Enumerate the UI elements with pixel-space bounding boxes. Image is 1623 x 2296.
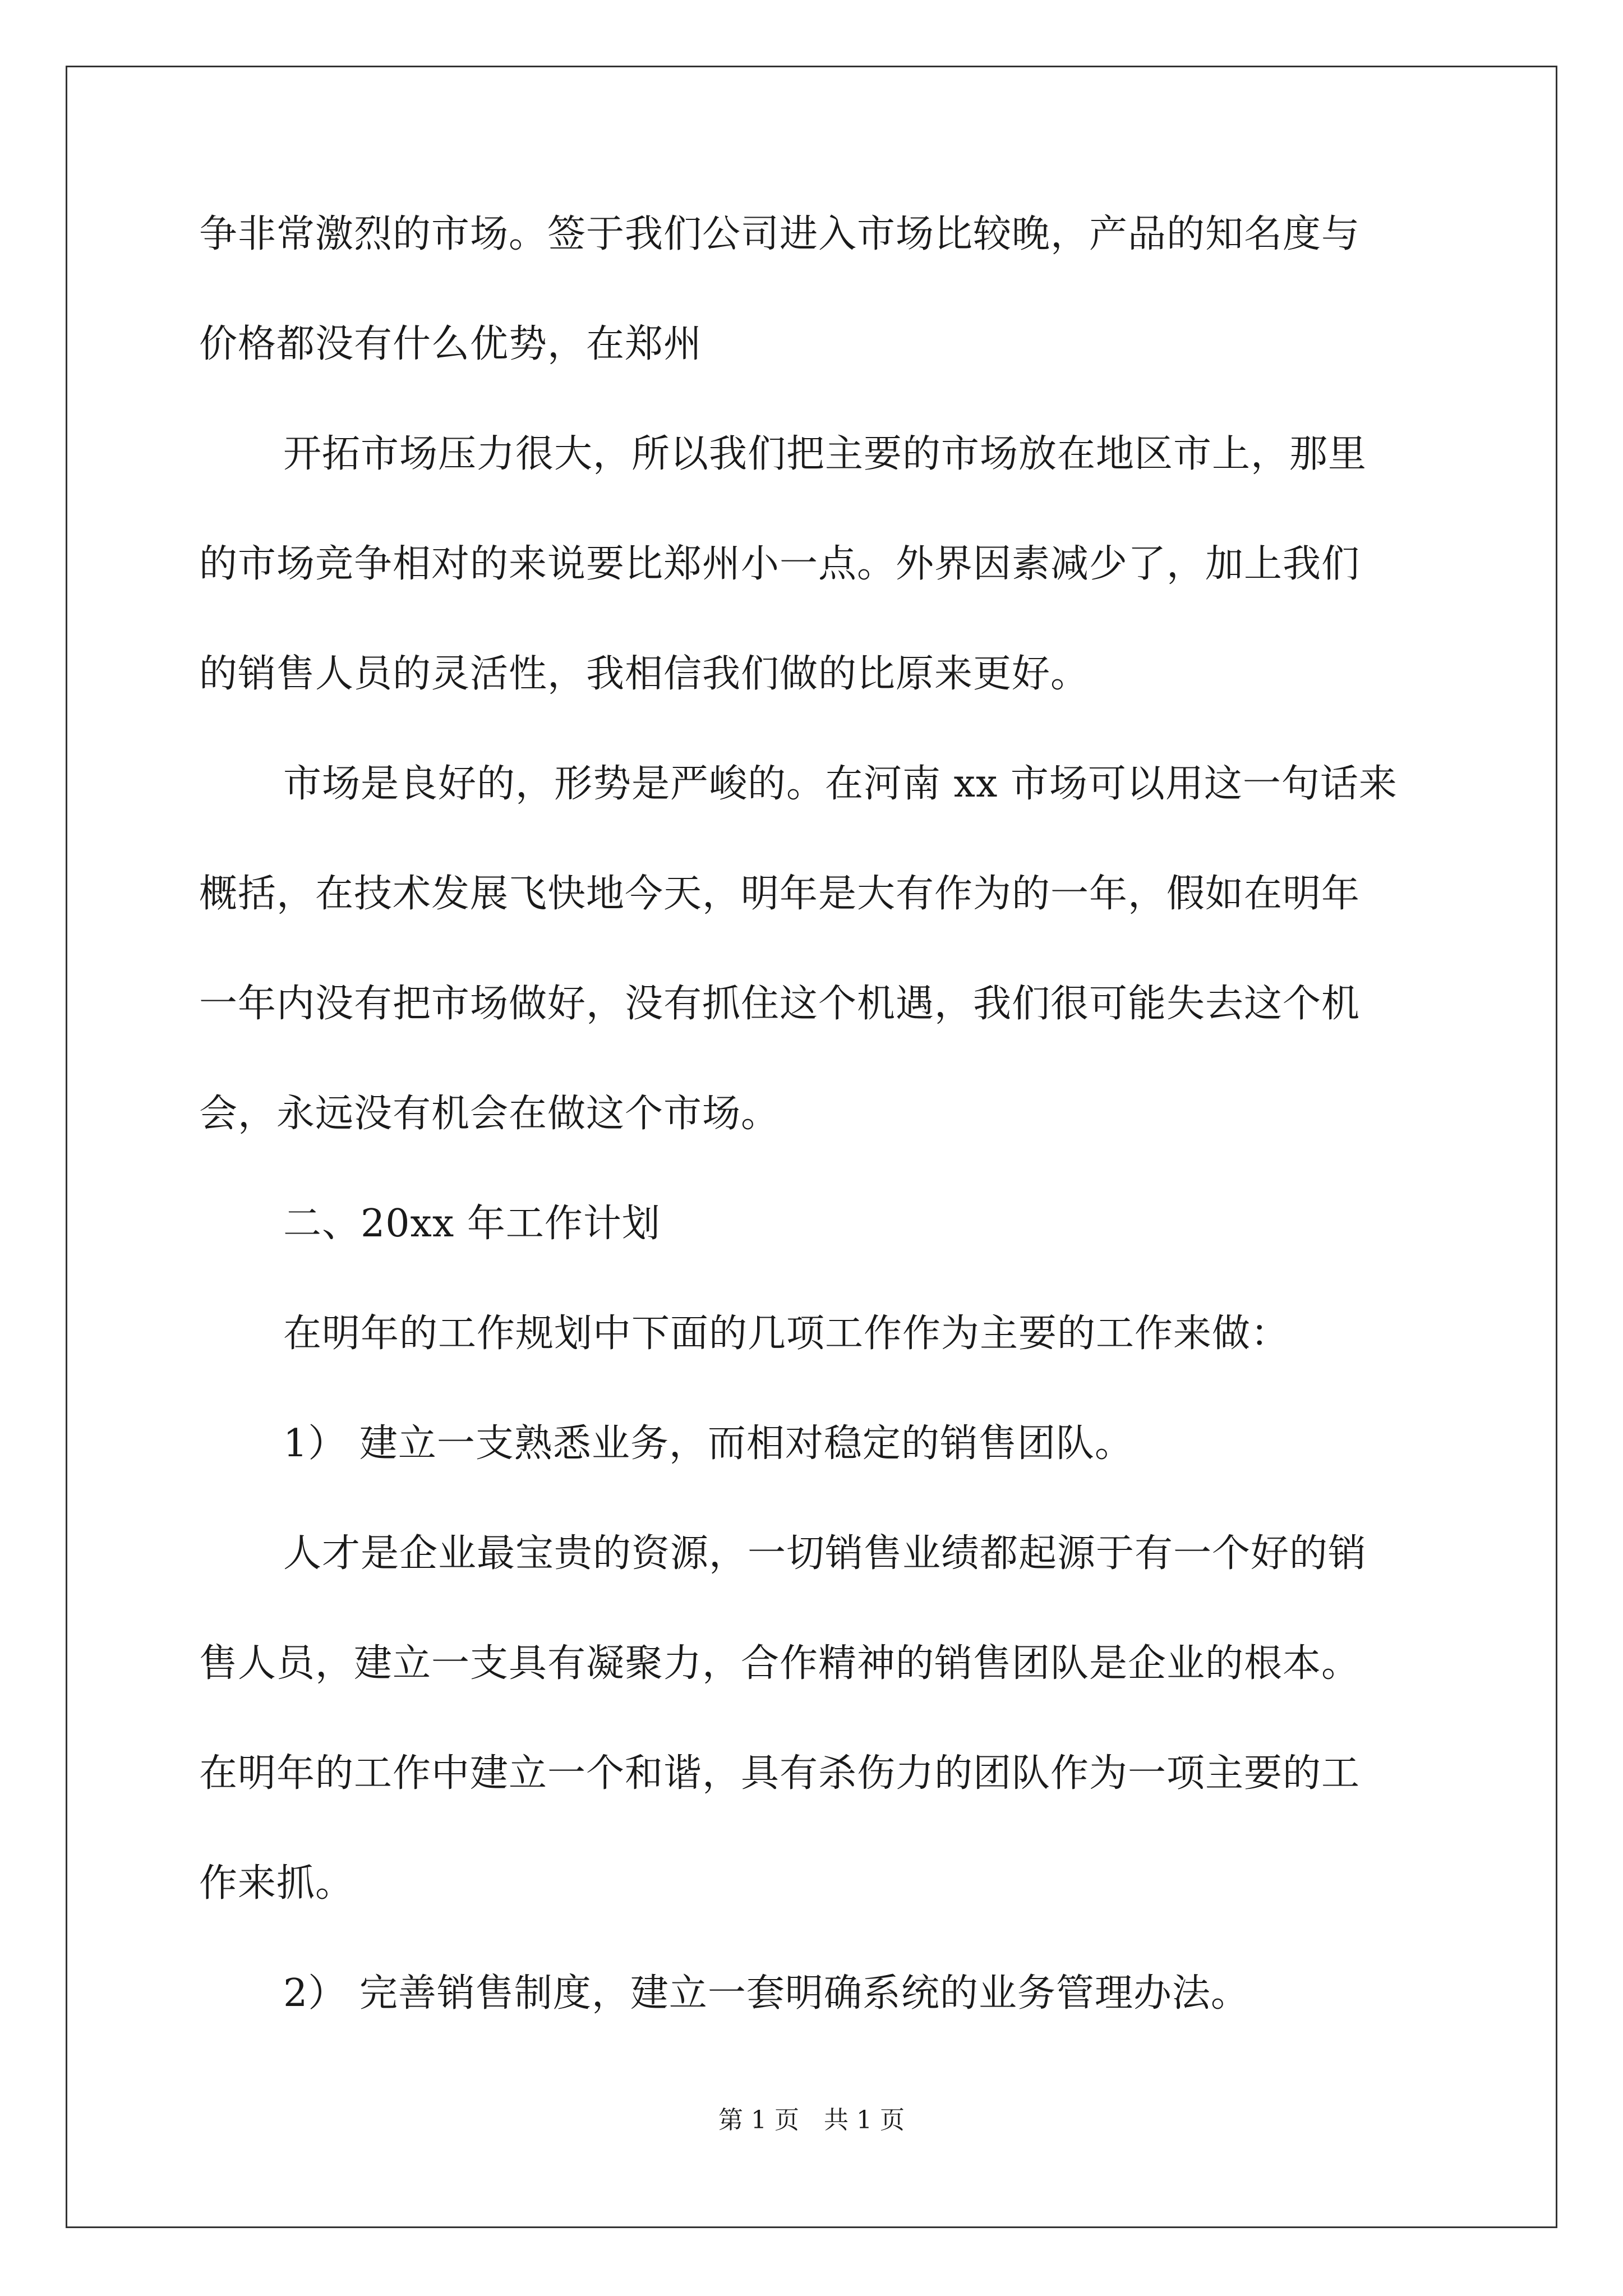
text-line: 价格都没有什么优势，在郑州	[199, 322, 703, 366]
text-line: 作来抓。	[199, 1861, 354, 1906]
list-item-heading: 2） 完善销售制度，建立一套明确系统的业务管理办法。	[283, 1971, 1249, 2016]
text-line: 概括，在技术发展飞快地今天，明年是大有作为的一年，假如在明年	[199, 872, 1361, 916]
page-footer: 第 1 页 共 1 页	[718, 2106, 905, 2134]
text-line: 的市场竞争相对的来说要比郑州小一点。外界因素减少了，加上我们	[199, 542, 1361, 586]
text-line: 会，永远没有机会在做这个市场。	[199, 1092, 780, 1136]
paragraph-start-line: 市场是良好的，形势是严峻的。在河南 xx 市场可以用这一句话来	[283, 762, 1398, 806]
list-item-heading: 1） 建立一支熟悉业务，而相对稳定的销售团队。	[283, 1421, 1133, 1466]
text-line: 一年内没有把市场做好，没有抓住这个机遇，我们很可能失去这个机	[199, 982, 1361, 1026]
text-line: 售人员，建立一支具有凝聚力，合作精神的销售团队是企业的根本。	[199, 1641, 1361, 1686]
document-body	[199, 208, 1427, 2021]
paragraph-start-line: 人才是企业最宝贵的资源，一切销售业绩都起源于有一个好的销	[283, 1531, 1367, 1576]
section-heading: 二、20xx 年工作计划	[283, 1202, 661, 1246]
text-line: 在明年的工作中建立一个和谐，具有杀伤力的团队作为一项主要的工	[199, 1751, 1361, 1796]
text-line: 的销售人员的灵活性，我相信我们做的比原来更好。	[199, 652, 1090, 696]
text-line: 争非常激烈的市场。签于我们公司进入市场比较晚，产品的知名度与	[199, 212, 1361, 256]
paragraph-start-line: 开拓市场压力很大，所以我们把主要的市场放在地区市上，那里	[283, 432, 1367, 476]
paragraph-start-line: 在明年的工作规划中下面的几项工作作为主要的工作来做：	[283, 1312, 1290, 1356]
